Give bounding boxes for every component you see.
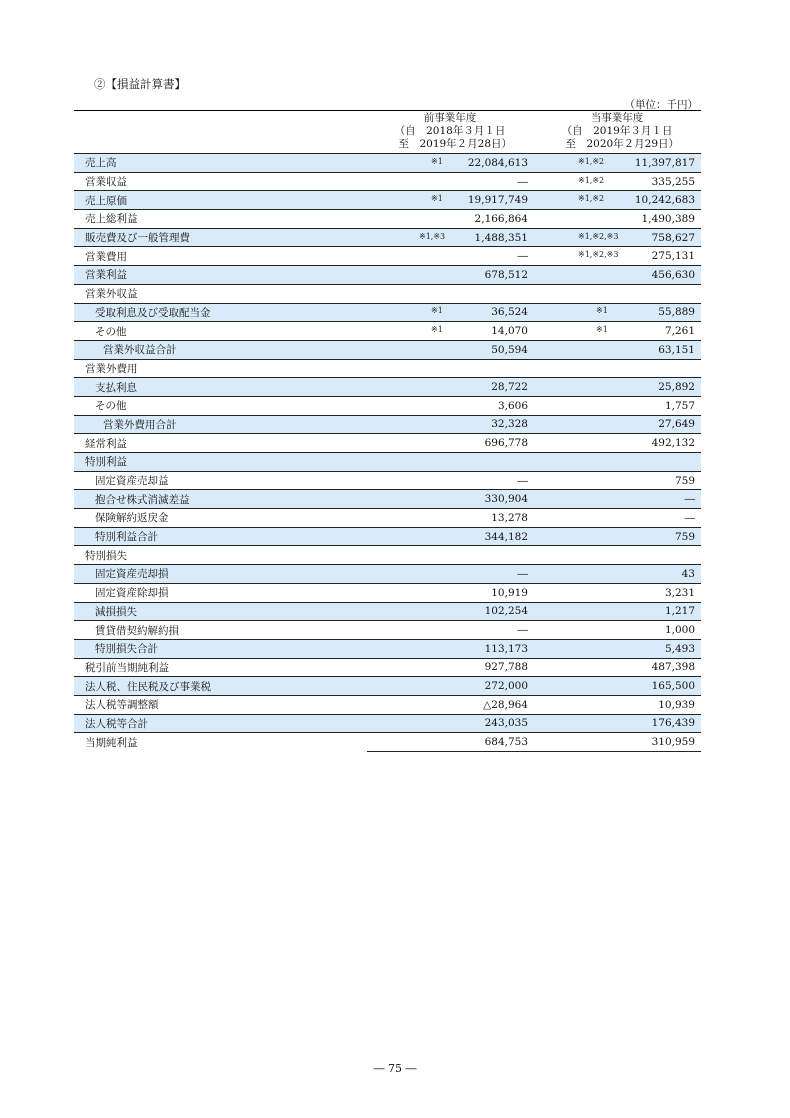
prev-value-cell (367, 266, 534, 285)
row-label: 法人税等調整額 (74, 695, 367, 714)
prev-value-cell (367, 658, 534, 677)
prev-value-cell (367, 378, 534, 397)
table-row (74, 733, 701, 752)
prev-note-ref: ※1 (431, 194, 443, 204)
table-row (74, 210, 701, 229)
curr-value: 1,490,389 (641, 212, 695, 225)
row-label: 固定資産売却益 (74, 471, 367, 490)
table-row (74, 322, 701, 341)
curr-value-cell (534, 340, 701, 359)
unit-label: （単位：千円） (624, 99, 698, 111)
table-row (74, 228, 701, 247)
curr-value-cell (534, 247, 701, 266)
curr-value-cell (534, 172, 701, 191)
curr-value-cell (534, 658, 701, 677)
curr-value: ― (684, 511, 695, 524)
table-row (74, 583, 701, 602)
prev-period-title: 前事業年度 (423, 112, 477, 124)
prev-value: 13,278 (491, 511, 528, 524)
prev-period-to: 至 2019年２月28日） (387, 138, 513, 150)
prev-value-cell (367, 172, 534, 191)
table-row (74, 509, 701, 528)
curr-value-cell (534, 228, 701, 247)
prev-value: 1,488,351 (474, 231, 528, 244)
table-row (74, 565, 701, 584)
row-label: 営業費用 (74, 247, 367, 266)
prev-value-cell (367, 490, 534, 509)
table-row (74, 658, 701, 677)
table-row (74, 490, 701, 509)
table-row (74, 266, 701, 285)
prev-value-cell (367, 396, 534, 415)
prev-value: 684,753 (484, 736, 528, 749)
curr-value-cell (534, 639, 701, 658)
prev-value-cell (367, 527, 534, 546)
curr-note-ref: ※1,※2 (578, 194, 605, 204)
table-row (74, 621, 701, 640)
curr-value: 759 (674, 530, 695, 543)
prev-period-header (370, 112, 530, 151)
row-label: その他 (74, 322, 367, 341)
row-label: 営業利益 (74, 266, 367, 285)
table-row (74, 546, 701, 565)
income-statement-body (74, 154, 701, 752)
row-label: 販売費及び一般管理費 (74, 228, 367, 247)
row-label: 抱合せ株式消滅差益 (74, 490, 367, 509)
curr-value-cell (534, 415, 701, 434)
table-row (74, 695, 701, 714)
row-label: 固定資産売却損 (74, 565, 367, 584)
prev-note-ref: ※1 (431, 306, 443, 316)
prev-value-cell (367, 247, 534, 266)
row-label: 賃貸借契約解約損 (74, 621, 367, 640)
prev-value-cell (367, 471, 534, 490)
row-label: 売上高 (74, 154, 367, 173)
prev-value: ― (517, 474, 528, 487)
prev-value-cell (367, 453, 534, 472)
table-row (74, 415, 701, 434)
table-row (74, 453, 701, 472)
table-row (74, 340, 701, 359)
curr-value-cell (534, 733, 701, 752)
row-label: 保険解約返戻金 (74, 509, 367, 528)
header-rule (74, 110, 701, 111)
row-label: 特別利益 (74, 453, 367, 472)
table-row (74, 172, 701, 191)
curr-value-cell (534, 359, 701, 378)
prev-value: ― (517, 175, 528, 188)
prev-value-cell (367, 714, 534, 733)
prev-value: 10,919 (491, 586, 528, 599)
curr-value-cell (534, 471, 701, 490)
row-label: 支払利息 (74, 378, 367, 397)
row-label: 営業外収益 (74, 284, 367, 303)
curr-note-ref: ※1,※2,※3 (578, 231, 619, 241)
prev-value-cell (367, 695, 534, 714)
curr-value: 487,398 (651, 661, 695, 674)
prev-note-ref: ※1,※3 (419, 231, 446, 241)
curr-note-ref: ※1 (596, 306, 608, 316)
prev-value-cell (367, 415, 534, 434)
row-label: 特別利益合計 (74, 527, 367, 546)
row-label: 営業外費用合計 (74, 415, 367, 434)
row-label: 売上総利益 (74, 210, 367, 229)
prev-value: 28,722 (491, 381, 528, 394)
table-row (74, 247, 701, 266)
curr-value: 275,131 (651, 250, 695, 263)
curr-value: 25,892 (658, 381, 695, 394)
prev-value: ― (517, 250, 528, 263)
prev-value: 36,524 (491, 306, 528, 319)
row-label: 法人税等合計 (74, 714, 367, 733)
table-row (74, 602, 701, 621)
curr-value-cell (534, 714, 701, 733)
curr-period-header (537, 112, 697, 151)
curr-value-cell (534, 322, 701, 341)
row-label: 特別損失合計 (74, 639, 367, 658)
prev-value-cell (367, 733, 534, 752)
prev-value: 50,594 (491, 343, 528, 356)
curr-value: 11,397,817 (634, 156, 695, 169)
prev-value-cell (367, 639, 534, 658)
prev-value: 344,182 (484, 530, 528, 543)
curr-value: 758,627 (651, 231, 695, 244)
curr-note-ref: ※1,※2 (578, 175, 605, 185)
curr-value-cell (534, 434, 701, 453)
prev-value-cell (367, 303, 534, 322)
table-row (74, 191, 701, 210)
prev-note-ref: ※1 (431, 156, 443, 166)
curr-value-cell (534, 266, 701, 285)
table-row (74, 359, 701, 378)
curr-value-cell (534, 154, 701, 173)
table-row (74, 527, 701, 546)
curr-value-cell (534, 490, 701, 509)
prev-value: 696,778 (484, 437, 528, 450)
prev-period-from: （自 2018年３月１日 (394, 125, 506, 137)
curr-value-cell (534, 284, 701, 303)
prev-value-cell (367, 434, 534, 453)
curr-value: 10,939 (658, 698, 695, 711)
curr-value-cell (534, 191, 701, 210)
curr-value-cell (534, 565, 701, 584)
curr-value: ― (684, 493, 695, 506)
table-row (74, 396, 701, 415)
row-label: 受取利息及び受取配当金 (74, 303, 367, 322)
prev-value: 243,035 (484, 717, 528, 730)
prev-value-cell (367, 284, 534, 303)
curr-value: 759 (674, 474, 695, 487)
prev-value-cell (367, 340, 534, 359)
curr-value: 165,500 (651, 680, 695, 693)
table-row (74, 471, 701, 490)
prev-value-cell (367, 621, 534, 640)
page-number: ― 75 ― (373, 1062, 417, 1075)
prev-value-cell (367, 509, 534, 528)
curr-value-cell (534, 583, 701, 602)
curr-value-cell (534, 527, 701, 546)
curr-value: 456,630 (651, 268, 695, 281)
curr-value-cell (534, 396, 701, 415)
curr-value: 176,439 (651, 717, 695, 730)
curr-value-cell (534, 677, 701, 696)
income-statement-table (74, 153, 701, 752)
curr-period-title: 当事業年度 (590, 112, 644, 124)
row-label: 税引前当期純利益 (74, 658, 367, 677)
row-label: 法人税、住民税及び事業税 (74, 677, 367, 696)
row-label: 経常利益 (74, 434, 367, 453)
curr-value-cell (534, 546, 701, 565)
curr-note-ref: ※1 (596, 325, 608, 335)
prev-value-cell (367, 154, 534, 173)
prev-value: ― (517, 567, 528, 580)
prev-value-cell (367, 602, 534, 621)
table-row (74, 154, 701, 173)
row-label: 営業収益 (74, 172, 367, 191)
row-label: 売上原価 (74, 191, 367, 210)
prev-value: 19,917,749 (467, 194, 528, 207)
curr-value-cell (534, 210, 701, 229)
curr-value: 63,151 (658, 343, 695, 356)
curr-value: 335,255 (651, 175, 695, 188)
curr-value: 5,493 (664, 642, 695, 655)
curr-value-cell (534, 695, 701, 714)
prev-value-cell (367, 322, 534, 341)
curr-note-ref: ※1,※2,※3 (578, 250, 619, 260)
table-row (74, 284, 701, 303)
row-label: 当期純利益 (74, 733, 367, 752)
prev-value: ― (517, 624, 528, 637)
curr-value: 10,242,683 (634, 194, 695, 207)
prev-note-ref: ※1 (431, 325, 443, 335)
row-label: その他 (74, 396, 367, 415)
curr-value: 3,231 (664, 586, 695, 599)
statement-title: ②【損益計算書】 (94, 77, 186, 91)
curr-value-cell (534, 303, 701, 322)
curr-period-from: （自 2019年３月１日 (561, 125, 673, 137)
curr-value: 310,959 (651, 736, 695, 749)
prev-value-cell (367, 583, 534, 602)
table-row (74, 714, 701, 733)
prev-value-cell (367, 210, 534, 229)
prev-value-cell (367, 191, 534, 210)
curr-value: 1,217 (664, 605, 695, 618)
prev-value: 330,904 (484, 493, 528, 506)
prev-value: 32,328 (491, 418, 528, 431)
prev-value: 113,173 (484, 642, 528, 655)
curr-value: 43 (681, 567, 695, 580)
prev-value-cell (367, 677, 534, 696)
row-label: 営業外費用 (74, 359, 367, 378)
prev-value: 2,166,864 (474, 212, 528, 225)
curr-value-cell (534, 602, 701, 621)
curr-period-to: 至 2020年２月29日） (554, 138, 680, 150)
prev-value: 3,606 (497, 399, 528, 412)
table-row (74, 677, 701, 696)
prev-value: 272,000 (484, 680, 528, 693)
curr-value: 27,649 (658, 418, 695, 431)
curr-value-cell (534, 453, 701, 472)
curr-value: 492,132 (651, 437, 695, 450)
curr-value: 7,261 (664, 325, 695, 338)
prev-value: 22,084,613 (467, 156, 528, 169)
table-row (74, 639, 701, 658)
curr-value: 1,000 (664, 624, 695, 637)
prev-value: 14,070 (491, 325, 528, 338)
prev-value-cell (367, 565, 534, 584)
prev-value: △28,964 (483, 698, 528, 711)
curr-note-ref: ※1,※2 (578, 156, 605, 166)
prev-value: 927,788 (484, 661, 528, 674)
prev-value: 678,512 (484, 268, 528, 281)
prev-value-cell (367, 546, 534, 565)
row-label: 営業外収益合計 (74, 340, 367, 359)
row-label: 減損損失 (74, 602, 367, 621)
table-row (74, 378, 701, 397)
curr-value-cell (534, 509, 701, 528)
curr-value: 55,889 (658, 306, 695, 319)
prev-value-cell (367, 359, 534, 378)
table-row (74, 303, 701, 322)
curr-value-cell (534, 621, 701, 640)
row-label: 特別損失 (74, 546, 367, 565)
row-label: 固定資産除却損 (74, 583, 367, 602)
table-row (74, 434, 701, 453)
prev-value-cell (367, 228, 534, 247)
prev-value: 102,254 (484, 605, 528, 618)
curr-value-cell (534, 378, 701, 397)
curr-value: 1,757 (664, 399, 695, 412)
